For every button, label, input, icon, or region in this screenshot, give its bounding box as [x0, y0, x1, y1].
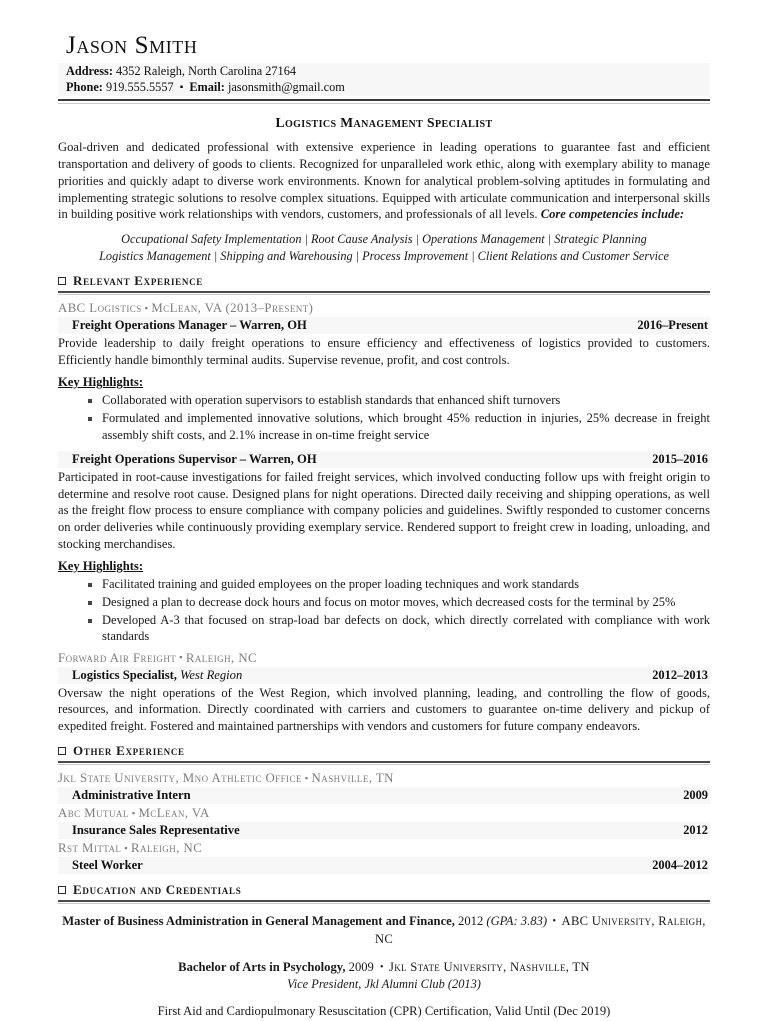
highlights-list [58, 576, 710, 645]
section-title: Education and Credentials [73, 882, 242, 897]
email-label: Email: [189, 80, 225, 95]
section-other-experience [58, 743, 710, 874]
square-bullet-icon [58, 747, 66, 755]
school-name: ABC University, Raleigh, NC [374, 914, 706, 947]
address-line [66, 63, 710, 79]
job-description: Oversaw the night operations of the West Region, which involved planning, leading, and controlling the flow of goods, resources, and information. Directly coordinated with carriers and customers to guarantee on-time delivery and pickup of expedited freight. Fostered and maintained partnerships with vendors and customers for future company endeavors. [58, 685, 710, 733]
summary-emphasis: Core competencies include: [540, 207, 685, 222]
job-dates: 2016–Present [637, 318, 708, 333]
professional-summary [58, 139, 710, 223]
resume-header [58, 32, 710, 104]
job-dates: 2004–2012 [652, 858, 708, 872]
other-entry [58, 841, 710, 874]
competency-line-1: Occupational Safety Implementation | Root Cause Analysis | Operations Management | Strategic Planning [121, 232, 647, 247]
contact-block [58, 63, 710, 96]
education-subnote: Vice President, Jkl Alumni Club (2013) [287, 977, 481, 992]
degree-year: 2009 [345, 959, 377, 974]
company-line [58, 806, 710, 821]
position-row [58, 451, 710, 468]
highlights-list [58, 392, 710, 443]
company-name: Jkl State University, Mno Athletic Office [58, 771, 302, 785]
section-relevant-experience [58, 273, 710, 735]
company-name: Forward Air Freight [58, 650, 177, 665]
email-value[interactable]: jasonsmith@gmail.com [227, 80, 345, 95]
separator-icon: ▪ [179, 82, 184, 94]
company-location: McLean, VA (2013–Present) [151, 301, 314, 316]
section-header [58, 273, 710, 291]
list-item: Formulated and implemented innovative solutions, which brought 45% reduction in injuries, 25% decrease in freight assembly shift costs, and 2.1% increase in on-time freight service [102, 410, 710, 442]
section-education [58, 882, 710, 1021]
position-row [58, 317, 710, 334]
phone-label: Phone: [66, 80, 103, 95]
key-highlights-label: Key Highlights: [58, 559, 144, 574]
job-title-text: Logistics Specialist, [72, 667, 177, 682]
list-item: Collaborated with operation supervisors to establish standards that enhanced shift turnovers [102, 392, 710, 409]
job-title: Freight Operations Supervisor – Warren, OH [72, 452, 317, 467]
job-title: Steel Worker [72, 858, 143, 872]
job-title: Administrative Intern [72, 788, 191, 802]
company-name: Rst Mittal [58, 841, 122, 855]
degree-name: Master of Business Administration in General Management and Finance, [62, 914, 455, 929]
job-dates: 2015–2016 [652, 452, 708, 467]
company-location: McLean, VA [138, 806, 210, 820]
position-row [58, 787, 710, 804]
bullet-separator-icon: • [380, 961, 387, 973]
job-title: Insurance Sales Representative [72, 823, 240, 837]
phone-value: 919.555.5557 [105, 80, 174, 95]
bullet-separator-icon: ▪ [124, 842, 129, 853]
degree-name: Bachelor of Arts in Psychology, [178, 959, 346, 974]
company-location: Raleigh, NC [185, 650, 258, 665]
professional-title: Logistics Management Specialist [275, 114, 493, 130]
position-row [58, 822, 710, 839]
header-divider [58, 99, 710, 104]
section-header [58, 743, 710, 761]
other-entry [58, 771, 710, 804]
job-title: Freight Operations Manager – Warren, OH [72, 318, 307, 333]
certification-entry: First Aid and Cardiopulmonary Resuscitation (CPR) Certification, Valid Until (Dec 2019) [157, 1004, 611, 1018]
section-divider [58, 900, 710, 904]
section-title: Relevant Experience [73, 272, 203, 288]
address-label: Address: [66, 64, 113, 78]
company-line [58, 771, 710, 786]
section-header [58, 882, 710, 900]
position-row [58, 667, 710, 684]
job-dates: 2012 [683, 823, 708, 837]
job-entry [58, 301, 710, 645]
page-title: Jason Smith [66, 32, 198, 59]
company-location: Nashville, TN [311, 771, 394, 785]
job-title [72, 668, 242, 683]
job-dates: 2009 [683, 788, 708, 802]
company-name: Abc Mutual [58, 806, 129, 820]
degree-year: 2012 [454, 914, 487, 929]
list-item: Designed a plan to decrease dock hours and focus on motor moves, which decreased costs for the terminal by 25% [102, 594, 710, 611]
square-bullet-icon [58, 886, 66, 894]
position-row [58, 857, 710, 874]
competency-line-2: Logistics Management | Shipping and Warehousing | Process Improvement | Client Relations and Customer Service [99, 249, 669, 264]
section-title: Other Experience [73, 742, 185, 758]
phone-email-line [66, 79, 710, 95]
key-highlights-label: Key Highlights: [58, 375, 144, 390]
company-line [58, 301, 710, 316]
bullet-separator-icon: ▪ [131, 807, 136, 818]
company-location: Raleigh, NC [131, 841, 203, 855]
job-description: Participated in root-cause investigations for failed freight services, which involved conducting follow ups with freight origin to determine and resolve root cause. Designed plans for night operations. Directed daily receiving and shipping operations, as well as the freight flow process to ensure compliance with company policies and guidelines. Swiftly responded to customer concerns on order deliveries while continuously providing exemplary service. Rendered support to freight crew in loading, unloading, and stocking merchandises. [58, 470, 710, 551]
company-line [58, 841, 710, 856]
section-divider [58, 291, 710, 295]
other-entry [58, 806, 710, 839]
company-name: ABC Logistics [58, 301, 142, 316]
school-name: Jkl State University, Nashville, TN [389, 959, 590, 974]
job-entry [58, 651, 710, 735]
list-item: Facilitated training and guided employees on the proper loading techniques and work standards [102, 576, 710, 593]
summary-text: Goal-driven and dedicated professional with extensive experience in leading operations to guarantee fast and efficient transportation and delivery of goods to clients. Recognized for unparalleled work ethic, along with exemplary ability to manage priorities and quickly adapt to diverse work environments. Known for analytical problem-solving aptitudes in formulating and implementing strategic solutions to resolve complex situations. Equipped with articulate communication and interpersonal skills in building positive work relationships with vendors, customers, and professionals of all levels. [58, 139, 710, 222]
job-description: Provide leadership to daily freight operations to ensure efficiency and effectiveness of logistics provided to customers. Efficiently handle bimonthly terminal audits. Supervise revenue, profit, and cost controls. [58, 336, 710, 367]
bullet-separator-icon: • [550, 916, 559, 928]
job-region: West Region [176, 667, 243, 682]
core-competencies [58, 231, 710, 264]
company-line [58, 651, 710, 666]
bullet-separator-icon: ▪ [179, 652, 183, 663]
education-entry [58, 959, 710, 977]
education-entry [58, 913, 710, 948]
square-bullet-icon [58, 277, 66, 285]
bullet-separator-icon: ▪ [304, 772, 309, 783]
address-value: 4352 Raleigh, North Carolina 27164 [116, 64, 296, 78]
list-item: Developed A-3 that focused on strap-load bar defects on dock, which directly correlated with compliance with work standards [102, 612, 710, 644]
section-divider [58, 761, 710, 765]
bullet-separator-icon: ▪ [144, 302, 149, 313]
degree-gpa: (GPA: 3.83) [486, 914, 548, 929]
job-dates: 2012–2013 [652, 667, 708, 682]
